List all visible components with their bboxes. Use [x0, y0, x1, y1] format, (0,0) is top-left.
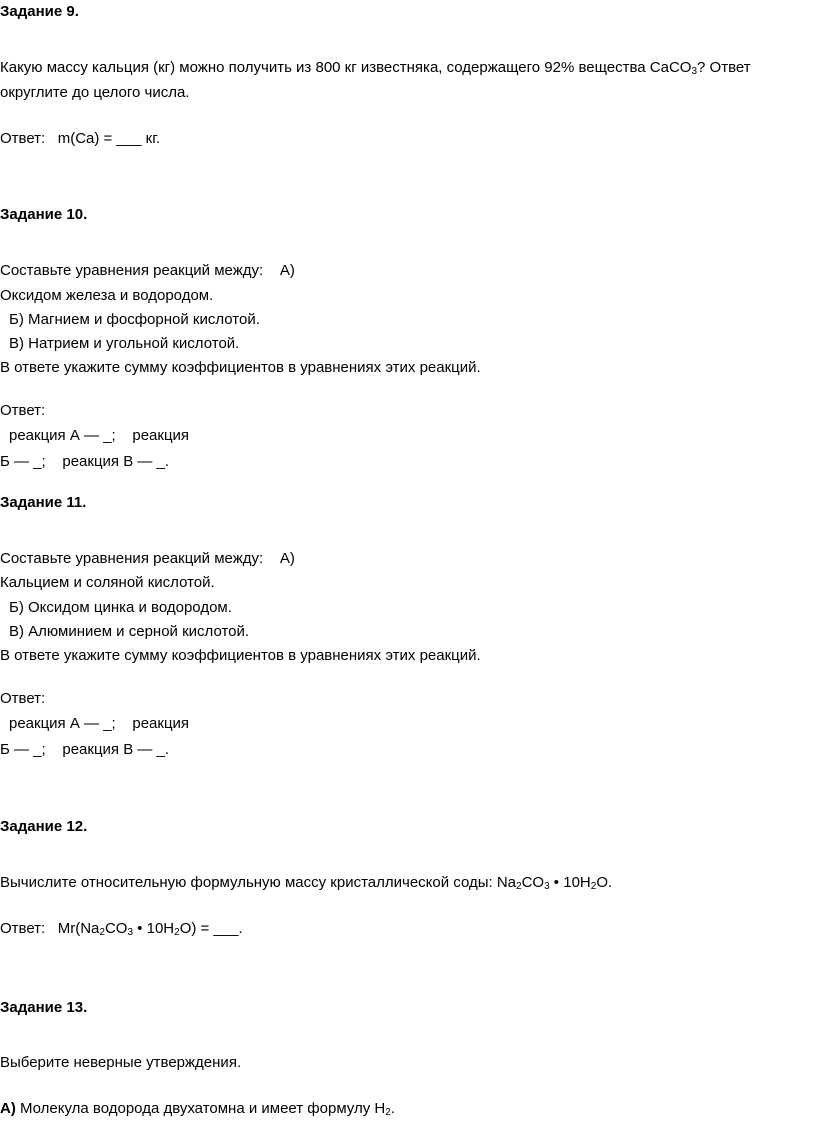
task-12-answer: Ответ: $Mr(Na_2CO_3$ • $10H_2O$) = ___.	[0, 920, 243, 938]
task-13-instruction: Выберите неверные утверждения.	[0, 1054, 242, 1071]
task-11-line-2: Кальцием и соляной кислотой.	[0, 574, 215, 591]
task-11-line-5: В ответе укажите сумму коэффициентов в уравнениях этих реакций.	[0, 647, 481, 664]
task-11-answer-label: Ответ:	[0, 690, 46, 707]
task-9-question-line-1: Какую массу кальция (кг) можно получить из 800 кг известняка, содержащего 92% вещества CaCO$_3$? Ответ	[0, 59, 751, 77]
task-12-question: Вычислите относительную формульную массу кристаллической соды: $Na_2CO_3$ • $10H_2O$.	[0, 874, 613, 892]
task-10-line-3: Б) Магнием и фосфорной кислотой.	[9, 311, 260, 328]
task-10-title: Задание 10.	[0, 206, 88, 223]
task-11-title: Задание 11.	[0, 494, 87, 511]
task-10-answer-line-2: Б — _; реакция В — _.	[0, 453, 170, 470]
task-9-question-line-2: округлите до целого числа.	[0, 84, 190, 101]
task-10-answer-line-1: реакция А — _; реакция	[9, 427, 190, 444]
task-12-title: Задание 12.	[0, 818, 88, 835]
task-11-line-3: Б) Оксидом цинка и водородом.	[9, 599, 232, 616]
task-11-answer-line-1: реакция А — _; реакция	[9, 715, 190, 732]
task-10-answer-label: Ответ:	[0, 402, 46, 419]
task-9-answer: Ответ: m(Ca) = ___ кг.	[0, 130, 161, 147]
task-10-line-5: В ответе укажите сумму коэффициентов в уравнениях этих реакций.	[0, 359, 481, 376]
task-13-item-a-label: А)	[0, 1100, 16, 1117]
task-10-line-2: Оксидом железа и водородом.	[0, 287, 214, 304]
task-9-title: Задание 9.	[0, 3, 79, 20]
task-10-line-4: В) Натрием и угольной кислотой.	[9, 335, 240, 352]
task-10-line-1: Составьте уравнения реакций между: А)	[0, 262, 295, 279]
task-13-item-a: А) Молекула водорода двухатомна и имеет формулу $H_2$.	[0, 1100, 395, 1118]
task-11-line-1: Составьте уравнения реакций между: А)	[0, 550, 295, 567]
task-13-title: Задание 13.	[0, 999, 88, 1016]
task-11-answer-line-2: Б — _; реакция В — _.	[0, 741, 170, 758]
task-11-line-4: В) Алюминием и серной кислотой.	[9, 623, 250, 640]
